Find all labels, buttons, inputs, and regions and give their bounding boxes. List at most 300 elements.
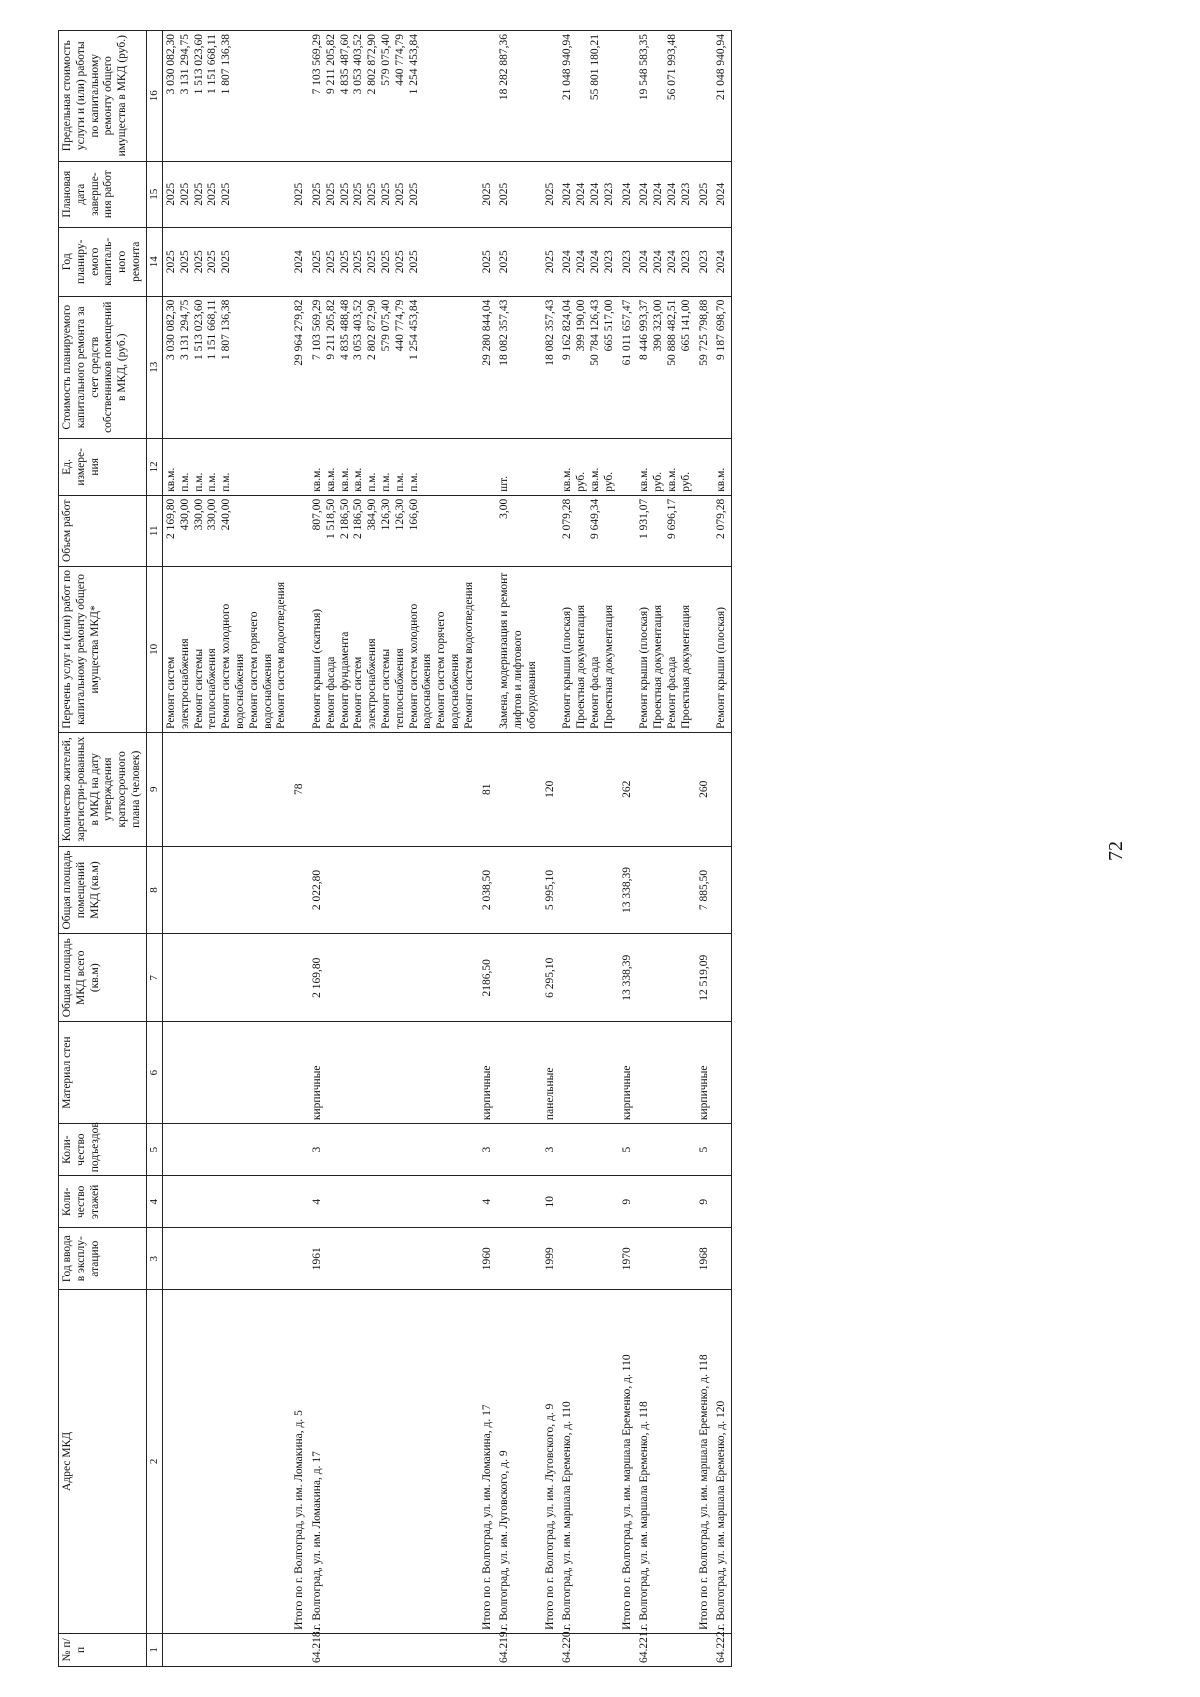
cell-cost: [636, 296, 695, 438]
cell-line: кв.м.: [561, 467, 574, 492]
cell-res: [162, 732, 291, 846]
cell-line: 2023: [620, 250, 633, 274]
table-row: [162, 31, 291, 1667]
cell-vol: [696, 495, 714, 566]
cell-unit: [496, 438, 541, 495]
header-row: [59, 31, 147, 1667]
column-number: 9: [146, 732, 162, 846]
column-header: Общая площадь МКД всего (кв.м): [59, 934, 147, 1022]
column-number: 16: [146, 31, 162, 162]
cell-line: 2024: [715, 250, 728, 274]
cell-yr: [559, 227, 618, 296]
cell-unit: [713, 438, 731, 495]
cell-line: 61 011 657,47: [620, 299, 633, 366]
cell-mat: кирпичные: [696, 1022, 714, 1124]
table-body: [162, 31, 731, 1667]
cell-unit: [479, 438, 497, 495]
cell-floors: [713, 1176, 731, 1228]
cell-mat: кирпичные: [479, 1022, 497, 1124]
cell-num: [696, 1633, 714, 1666]
cell-line: 2025: [324, 250, 337, 274]
cell-line: 2025: [407, 182, 420, 206]
cell-yr: [162, 227, 291, 296]
cell-line: [603, 34, 617, 158]
cell-line: 19 548 583,35: [638, 34, 651, 101]
cell-line: 9 211 205,82: [324, 34, 337, 94]
cell-line: 2024: [652, 182, 665, 206]
cell-entr: 5: [696, 1124, 714, 1176]
cell-works: [479, 566, 497, 732]
cell-line: 440 774,79: [393, 34, 406, 86]
cell-unit: [542, 438, 560, 495]
table-row: [496, 31, 541, 1667]
cell-line: 2025: [352, 182, 365, 206]
cell-line: 2024: [666, 250, 679, 274]
column-header: Плановая дата заверше-ния работ: [59, 161, 147, 227]
column-header: Предельная стоимость услуги и (или) работы по капитальному ремонту общего имущества в МКД (руб.): [59, 31, 147, 162]
cell-line: 2025: [480, 182, 493, 206]
cell-line: 3 131 294,75: [178, 299, 191, 361]
column-number-row: [146, 31, 162, 1667]
cell-year: 1960: [479, 1228, 497, 1290]
cell-end: [542, 161, 560, 227]
cell-line: п.м.: [366, 472, 379, 492]
cell-line: 126,30: [393, 498, 406, 531]
cell-mat: кирпичные: [619, 1022, 637, 1124]
cell-addr: г. Волгоград, ул. им. Ломакина, д. 17: [309, 1290, 479, 1634]
cell-year: [636, 1228, 695, 1290]
cell-area: [559, 934, 618, 1022]
cell-end: [309, 161, 479, 227]
cell-end: [291, 161, 309, 227]
cell-line: п.м.: [178, 472, 191, 492]
cell-line: 1 807 136,38: [220, 299, 233, 361]
column-number: 15: [146, 161, 162, 227]
cell-line: 2 186,50: [338, 498, 351, 540]
cell-line: 2 802 872,90: [366, 34, 379, 95]
cell-vol: [713, 495, 731, 566]
cell-line: 4 835 487,60: [338, 34, 351, 95]
cell-works: [619, 566, 637, 732]
cell-line: [680, 499, 694, 563]
cell-entr: [162, 1124, 291, 1176]
cell-line: 1 151 668,11: [206, 34, 219, 94]
cell-year: 1999: [542, 1228, 560, 1290]
cell-line: 2023: [697, 250, 710, 274]
cell-vol: [496, 495, 541, 566]
cell-addr: Итого по г. Волгоград, ул. им. Ломакина, д. 5: [291, 1290, 309, 1634]
cell-unit: [696, 438, 714, 495]
cell-line: 330,00: [206, 498, 219, 531]
cell-line: 2024: [638, 250, 651, 274]
table-row: [309, 31, 479, 1667]
cell-addr: Итого по г. Волгоград, ул. им. маршала Еременко, д. 118: [696, 1290, 714, 1634]
cell-year: [496, 1228, 541, 1290]
cell-line: кв.м.: [638, 467, 651, 492]
cell-entr: 3: [542, 1124, 560, 1176]
cell-floors: [496, 1176, 541, 1228]
cell-cost: [542, 296, 560, 438]
cell-line: 2024: [575, 182, 588, 206]
cell-year: [291, 1228, 309, 1290]
cell-line: 2025: [164, 182, 177, 206]
cell-line: 7 103 569,29: [310, 34, 323, 95]
cell-entr: [636, 1124, 695, 1176]
cell-addr: Итого по г. Волгоград, ул. им. Ломакина, д. 17: [479, 1290, 497, 1634]
cell-line: 3 131 294,75: [178, 34, 191, 95]
cell-res: 78: [291, 732, 309, 846]
cell-cost: [291, 296, 309, 438]
cell-line: Ремонт системы теплоснабжения: [379, 648, 406, 729]
cell-vol: [559, 495, 618, 566]
cell-yr: [542, 227, 560, 296]
cell-year: 1970: [619, 1228, 637, 1290]
cell-area: [291, 934, 309, 1022]
cell-year: 1961: [309, 1228, 479, 1290]
cell-line: 2025: [338, 182, 351, 206]
column-header: Материал стен: [59, 1022, 147, 1124]
cell-line: кв.м.: [338, 467, 351, 492]
cell-end: [479, 161, 497, 227]
cell-line: 2024: [652, 250, 665, 274]
cell-res: [713, 732, 731, 846]
cell-cost: [713, 296, 731, 438]
page-number: 72: [1105, 841, 1127, 861]
cell-line: 166,60: [407, 498, 420, 531]
cell-area: [636, 934, 695, 1022]
cell-line: кв.м.: [164, 467, 177, 492]
cell-line: 1 513 023,60: [192, 299, 205, 361]
cell-mat: [496, 1022, 541, 1124]
cell-line: Проектная документация: [679, 604, 692, 729]
column-number: 10: [146, 566, 162, 732]
cell-line: 2025: [379, 250, 392, 274]
cell-area: 12 519,09: [696, 934, 714, 1022]
cell-line: 2025: [178, 250, 191, 274]
cell-max: [619, 31, 637, 162]
cell-line: 18 082 357,43: [498, 299, 511, 366]
cell-line: 2025: [178, 182, 191, 206]
cell-line: шт.: [498, 475, 511, 492]
cell-area: 2 169,80: [309, 934, 479, 1022]
cell-yr: [291, 227, 309, 296]
cell-num: [619, 1633, 637, 1666]
cell-area2: [636, 846, 695, 934]
cell-line: Проектная документация: [602, 604, 615, 729]
cell-line: 1 807 136,38: [220, 34, 233, 95]
cell-works: [496, 566, 541, 732]
cell-works: [291, 566, 309, 732]
cell-line: 2024: [638, 182, 651, 206]
cell-addr: Итого по г. Волгоград, ул. им. маршала Еременко, д. 110: [619, 1290, 637, 1634]
cell-line: 2025: [164, 250, 177, 274]
cell-line: 2025: [220, 182, 233, 206]
cell-line: кв.м.: [310, 467, 323, 492]
cell-line: 21 048 940,94: [561, 34, 574, 101]
column-header: Количество жителей, зарегистри-рованных в МКД на дату утверждения краткосрочного плана (человек): [59, 732, 147, 846]
cell-line: Проектная документация: [652, 604, 665, 729]
cell-line: [652, 499, 666, 563]
cell-line: Ремонт систем электроснабжения: [164, 638, 191, 729]
cell-line: 807,00: [310, 498, 323, 531]
cell-addr: г. Волгоград, ул. им. Луговского, д. 9: [496, 1290, 541, 1634]
cell-num: 64.220.: [559, 1633, 618, 1666]
cell-line: 2 186,50: [352, 498, 365, 540]
cell-line: кв.м.: [589, 467, 602, 492]
cell-unit: [162, 438, 291, 495]
column-header: Перечень услуг и (или) работ по капитальному ремонту общего имущества МКД*: [59, 566, 147, 732]
cell-line: Ремонт крыши (плоская): [715, 606, 728, 729]
cell-line: 1 254 453,84: [407, 34, 420, 95]
column-header: Адрес МКД: [59, 1290, 147, 1634]
column-number: 12: [146, 438, 162, 495]
cell-entr: [559, 1124, 618, 1176]
cell-max: [696, 31, 714, 162]
cell-floors: 9: [696, 1176, 714, 1228]
cell-line: 126,30: [379, 498, 392, 531]
cell-vol: [636, 495, 695, 566]
cell-line: 3 030 082,30: [164, 299, 177, 361]
cell-line: 2025: [498, 250, 511, 274]
cell-line: п.м.: [206, 472, 219, 492]
cell-line: 50 784 126,43: [589, 299, 602, 366]
cell-vol: [619, 495, 637, 566]
cell-area: [713, 934, 731, 1022]
cell-cost: [162, 296, 291, 438]
cell-line: 2025: [697, 182, 710, 206]
cell-line: 579 075,40: [379, 34, 392, 86]
cell-year: 1968: [696, 1228, 714, 1290]
cell-max: [309, 31, 479, 162]
cell-line: 2025: [206, 182, 219, 206]
cell-line: 2025: [393, 250, 406, 274]
cell-area2: 13 338,39: [619, 846, 637, 934]
cell-entr: [291, 1124, 309, 1176]
cell-works: [542, 566, 560, 732]
cell-line: Ремонт систем водоотведения: [462, 581, 475, 729]
cell-line: руб.: [679, 471, 692, 492]
cell-line: 399 190,00: [575, 299, 588, 352]
cell-line: 240,00: [220, 498, 233, 531]
cell-line: Замена, модернизация и ремонт лифтов и лифтового оборудования: [498, 572, 538, 729]
cell-line: 665 517,00: [602, 299, 615, 352]
cell-line: руб.: [602, 471, 615, 492]
cell-line: п.м.: [407, 472, 420, 492]
cell-line: 2024: [561, 182, 574, 206]
cell-line: 2024: [293, 250, 306, 274]
cell-line: 2024: [715, 182, 728, 206]
cell-line: п.м.: [393, 472, 406, 492]
cell-cost: [559, 296, 618, 438]
cell-line: 2025: [480, 250, 493, 274]
cell-end: [619, 161, 637, 227]
cell-line: 9 696,17: [666, 498, 679, 540]
cell-line: Ремонт систем холодного водоснабжения: [407, 603, 434, 729]
cell-res: [636, 732, 695, 846]
cell-works: [713, 566, 731, 732]
cell-end: [696, 161, 714, 227]
cell-floors: [162, 1176, 291, 1228]
cell-line: 9 187 698,70: [715, 299, 728, 361]
cell-line: 2025: [543, 250, 556, 274]
cell-end: [636, 161, 695, 227]
cell-line: кв.м.: [324, 467, 337, 492]
cell-yr: [479, 227, 497, 296]
cell-area2: [496, 846, 541, 934]
cell-line: 2025: [543, 182, 556, 206]
cell-line: Ремонт фасада: [324, 656, 337, 729]
column-number: 2: [146, 1290, 162, 1634]
cell-line: 2025: [379, 182, 392, 206]
cell-line: п.м.: [192, 472, 205, 492]
cell-addr: Итого по г. Волгоград, ул. им. Луговского, д. 9: [542, 1290, 560, 1634]
cell-line: [652, 34, 666, 158]
cell-line: 2025: [220, 250, 233, 274]
cell-line: 50 888 482,51: [666, 299, 679, 366]
cell-area2: [559, 846, 618, 934]
cell-entr: [496, 1124, 541, 1176]
cell-area2: [162, 846, 291, 934]
cell-entr: 3: [479, 1124, 497, 1176]
cell-line: 7 103 569,29: [310, 299, 323, 361]
cell-cost: [309, 296, 479, 438]
cell-line: [575, 34, 589, 158]
cell-area2: [713, 846, 731, 934]
repair-plan-table: [58, 30, 732, 1667]
cell-cost: [696, 296, 714, 438]
cell-line: кв.м.: [666, 467, 679, 492]
column-header: Стоимость планируемого капитального ремонта за счет средств собственников помещений в МКД, (руб.): [59, 296, 147, 438]
cell-line: Ремонт крыши (скатная): [310, 608, 323, 729]
cell-line: 59 725 798,88: [697, 299, 710, 366]
cell-line: 3 053 403,52: [352, 299, 365, 361]
cell-line: 55 801 180,21: [589, 34, 602, 101]
cell-unit: [291, 438, 309, 495]
cell-line: 2 802 872,90: [366, 299, 379, 361]
cell-line: 2024: [620, 182, 633, 206]
cell-area2: 2 022,80: [309, 846, 479, 934]
cell-floors: [559, 1176, 618, 1228]
cell-line: [575, 499, 589, 563]
cell-yr: [696, 227, 714, 296]
cell-line: 2024: [589, 250, 602, 274]
cell-floors: 4: [479, 1176, 497, 1228]
cell-mat: [636, 1022, 695, 1124]
cell-line: 440 774,79: [393, 299, 406, 352]
column-number: 4: [146, 1176, 162, 1228]
cell-line: 2025: [393, 182, 406, 206]
cell-end: [713, 161, 731, 227]
cell-line: Ремонт систем водоотведения: [275, 581, 288, 729]
cell-res: [309, 732, 479, 846]
cell-max: [479, 31, 497, 162]
cell-line: 2025: [366, 182, 379, 206]
cell-line: 9 649,34: [589, 498, 602, 540]
cell-line: 579 075,40: [379, 299, 392, 352]
cell-area: [496, 934, 541, 1022]
cell-max: [291, 31, 309, 162]
table-row: [713, 31, 731, 1667]
table-row: [291, 31, 309, 1667]
cell-line: 2025: [310, 182, 323, 206]
cell-year: [559, 1228, 618, 1290]
cell-cost: [479, 296, 497, 438]
cell-line: Ремонт крыши (плоская): [561, 606, 574, 729]
cell-max: [636, 31, 695, 162]
cell-entr: 5: [619, 1124, 637, 1176]
cell-line: Ремонт фасада: [666, 656, 679, 729]
cell-num: 64.218.: [309, 1633, 479, 1666]
cell-floors: 4: [309, 1176, 479, 1228]
column-header: Год ввода в эксплу-атацию: [59, 1228, 147, 1290]
cell-num: 64.221.: [636, 1633, 695, 1666]
column-number: 1: [146, 1633, 162, 1666]
cell-entr: [713, 1124, 731, 1176]
cell-area: 13 338,39: [619, 934, 637, 1022]
cell-floors: [291, 1176, 309, 1228]
cell-line: 2023: [679, 250, 692, 274]
cell-line: 1 513 023,60: [192, 34, 205, 95]
cell-line: 3 053 403,52: [352, 34, 365, 95]
column-number: 7: [146, 934, 162, 1022]
cell-unit: [559, 438, 618, 495]
cell-yr: [619, 227, 637, 296]
cell-line: Ремонт систем холодного водоснабжения: [220, 603, 246, 729]
cell-line: Ремонт фундамента: [338, 631, 351, 729]
cell-line: 1 518,50: [324, 498, 337, 540]
cell-line: Проектная документация: [575, 604, 588, 729]
cell-mat: [713, 1022, 731, 1124]
cell-line: руб.: [575, 471, 588, 492]
cell-works: [559, 566, 618, 732]
cell-line: 56 071 993,48: [666, 34, 679, 101]
cell-num: [479, 1633, 497, 1666]
cell-works: [636, 566, 695, 732]
cell-line: Ремонт крыши (плоская): [638, 606, 651, 729]
cell-res: 260: [696, 732, 714, 846]
table-row: [636, 31, 695, 1667]
cell-res: 120: [542, 732, 560, 846]
cell-line: 9 162 824,04: [561, 299, 574, 361]
cell-res: [496, 732, 541, 846]
cell-addr: [162, 1290, 291, 1634]
table-row: [542, 31, 560, 1667]
cell-line: 9 211 205,82: [324, 299, 337, 360]
column-header: Ед. измере-ния: [59, 438, 147, 495]
cell-line: 384,90: [366, 498, 379, 531]
cell-line: 2025: [293, 182, 306, 206]
cell-area2: [291, 846, 309, 934]
cell-line: 2024: [589, 182, 602, 206]
column-number: 13: [146, 296, 162, 438]
cell-line: [680, 34, 694, 158]
cell-yr: [713, 227, 731, 296]
table-row: [559, 31, 618, 1667]
cell-line: 2025: [352, 250, 365, 274]
cell-line: 21 048 940,94: [715, 34, 728, 101]
cell-line: Ремонт систем электроснабжения: [352, 638, 379, 729]
cell-line: [603, 499, 617, 563]
cell-max: [162, 31, 291, 162]
cell-num: 64.219.: [496, 1633, 541, 1666]
cell-yr: [496, 227, 541, 296]
cell-line: 2023: [679, 182, 692, 206]
cell-line: 2024: [575, 250, 588, 274]
cell-line: 2025: [407, 250, 420, 274]
cell-num: [291, 1633, 309, 1666]
cell-mat: [559, 1022, 618, 1124]
cell-line: 2 079,28: [561, 498, 574, 540]
